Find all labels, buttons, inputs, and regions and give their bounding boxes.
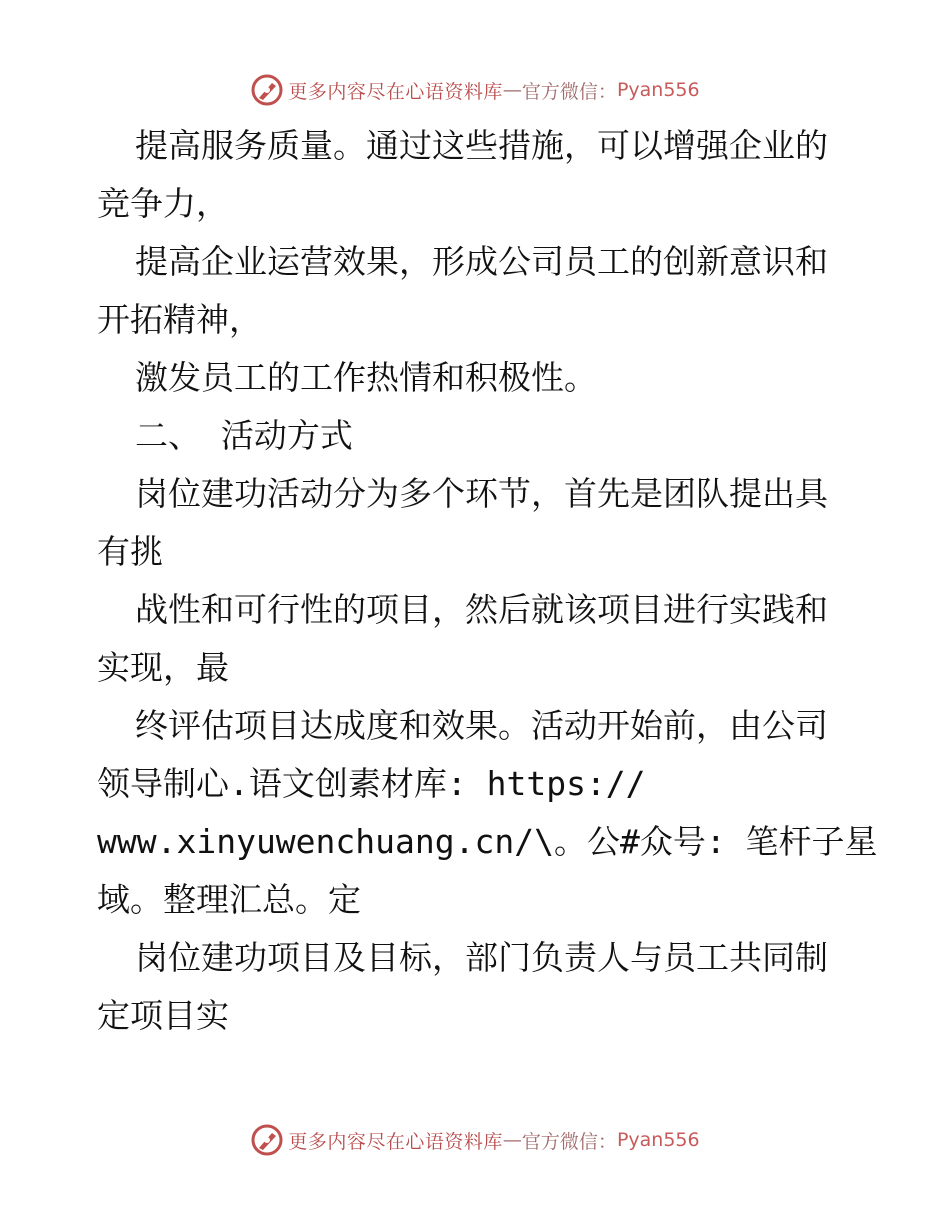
body-line: 有挑 — [97, 532, 163, 571]
banner-contact-label: 官方微信： — [521, 80, 617, 103]
section-heading: 二、 活动方式 — [135, 416, 353, 455]
banner-wechat-id: Pyan556 — [616, 79, 700, 101]
banner-slogan: 更多内容尽在心语资料库 — [288, 80, 503, 103]
banner-contact-label: 官方微信： — [521, 1130, 617, 1153]
body-line: 激发员工的工作热情和积极性。 — [135, 358, 597, 397]
body-line: 提高企业运营效果，形成公司员工的创新意识和 — [135, 242, 828, 281]
header-banner — [0, 70, 950, 110]
banner-dash: — — [502, 79, 522, 101]
banner-slogan: 更多内容尽在心语资料库 — [288, 1130, 503, 1153]
body-line: 实现，最 — [97, 648, 229, 687]
body-line: 岗位建功活动分为多个环节，首先是团队提出具 — [135, 474, 828, 513]
body-line: 领导制心.语文创素材库: https:// — [97, 764, 646, 803]
body-line: 定项目实 — [97, 996, 229, 1035]
body-line: 岗位建功项目及目标，部门负责人与员工共同制 — [135, 938, 828, 977]
pen-nib-logo-icon — [250, 73, 284, 107]
pen-nib-logo-icon — [250, 1123, 284, 1157]
body-line: 开拓精神， — [97, 300, 262, 339]
body-line: 竞争力， — [97, 184, 229, 223]
footer-banner — [0, 1120, 950, 1160]
body-line: 战性和可行性的项目，然后就该项目进行实践和 — [135, 590, 828, 629]
banner-dash: — — [502, 1129, 522, 1151]
body-line: 域。整理汇总。定 — [97, 880, 361, 919]
body-line: www.xinyuwenchuang.cn/\。公#众号: 笔杆子星 — [97, 822, 878, 861]
body-line: 终评估项目达成度和效果。活动开始前，由公司 — [135, 706, 828, 745]
body-line: 提高服务质量。通过这些措施，可以增强企业的 — [135, 126, 828, 165]
document-body — [97, 117, 878, 1045]
banner-wechat-id: Pyan556 — [616, 1129, 700, 1151]
